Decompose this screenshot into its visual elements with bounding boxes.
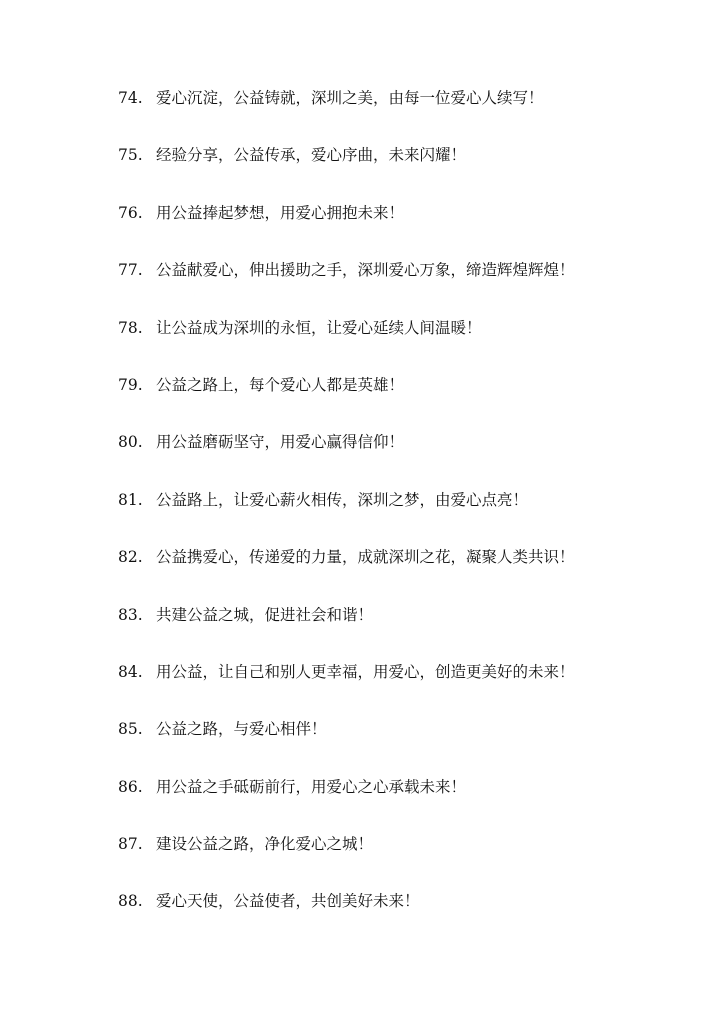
item-number: 87. [118,835,143,854]
list-item [118,201,678,258]
item-text: 公益路上，让爱心薪火相传，深圳之梦，由爱心点亮！ [156,490,529,509]
item-number: 74. [118,89,143,107]
item-number: 83. [118,605,143,624]
item-text: 经验分享，公益传承，爱心序曲，未来闪耀！ [156,146,467,165]
item-number: 78. [118,318,143,337]
list-item [118,775,678,832]
list-item [118,430,678,487]
item-number: 77. [118,261,143,280]
list-item [118,143,678,200]
item-number: 81. [118,490,143,509]
item-text: 让公益成为深圳的永恒，让爱心延续人间温暖！ [156,318,482,337]
item-number: 80. [118,433,143,452]
item-text: 建设公益之路，净化爱心之城！ [156,835,374,854]
item-text: 公益之路上，每个爱心人都是英雄！ [156,375,405,394]
list-item [118,717,678,774]
item-number: 79. [118,375,143,394]
item-number: 88. [118,892,143,911]
item-number: 75. [118,146,143,165]
item-number: 76. [118,203,143,222]
list-item [118,660,678,717]
list-item [118,832,678,889]
list-item [118,258,678,315]
item-number: 85. [118,720,143,739]
item-text: 用公益磨砺坚守，用爱心赢得信仰！ [156,433,405,452]
item-text: 公益献爱心，伸出援助之手，深圳爱心万象，缔造辉煌辉煌！ [156,261,575,280]
slogan-list [118,86,678,947]
list-item [118,545,678,602]
item-number: 86. [118,777,143,796]
item-text: 爱心天使，公益使者，共创美好未来！ [156,892,420,911]
list-item [118,488,678,545]
item-text: 爱心沉淀，公益铸就，深圳之美，由每一位爱心人续写！ [156,89,544,107]
item-text: 用公益之手砥砺前行，用爱心之心承载未来！ [156,777,467,796]
item-text: 共建公益之城，促进社会和谐！ [156,605,374,624]
item-number: 84. [118,662,143,681]
list-item [118,889,678,946]
item-text: 用公益捧起梦想，用爱心拥抱未来！ [156,203,405,222]
item-text: 公益之路，与爱心相伴！ [156,720,327,739]
item-text: 公益携爱心，传递爱的力量，成就深圳之花，凝聚人类共识！ [156,548,575,567]
list-item [118,86,678,143]
list-item [118,316,678,373]
list-item [118,373,678,430]
item-number: 82. [118,548,143,567]
item-text: 用公益，让自己和别人更幸福，用爱心，创造更美好的未来！ [156,662,575,681]
list-item [118,603,678,660]
